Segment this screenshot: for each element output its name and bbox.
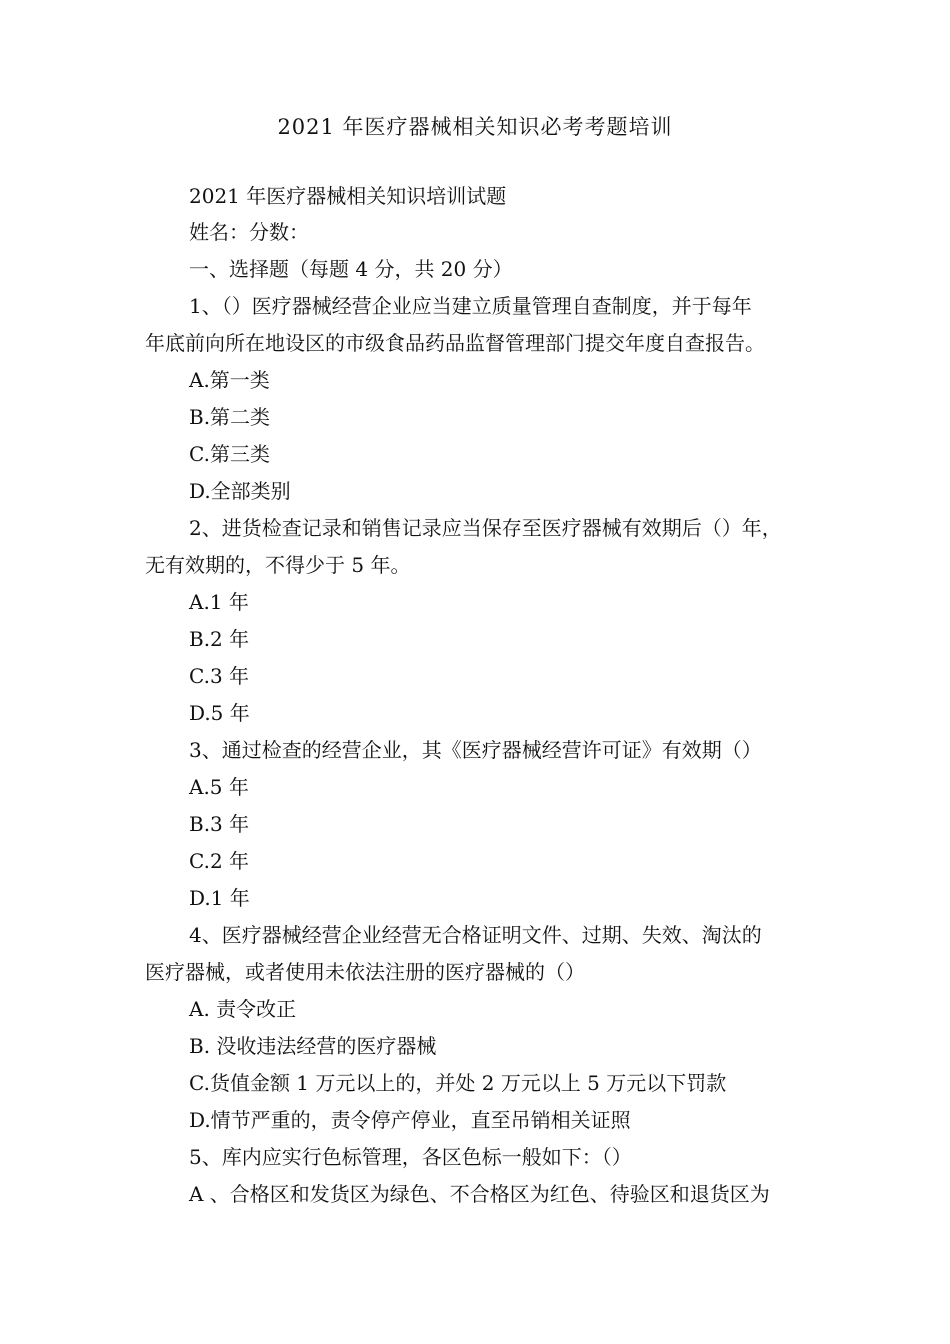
question-2-option-a: A.1 年 <box>189 590 249 614</box>
section-heading: 一、选择题（每题 4 分，共 20 分） <box>189 257 513 281</box>
question-2-option-b: B.2 年 <box>189 627 250 651</box>
question-1-option-a: A.第一类 <box>189 368 270 392</box>
question-5-text: 5、库内应实行色标管理，各区色标一般如下：（） <box>189 1145 632 1169</box>
question-2-option-d: D.5 年 <box>189 701 250 725</box>
question-4-option-b: B. 没收违法经营的医疗器械 <box>189 1034 437 1058</box>
question-3-option-a: A.5 年 <box>189 775 249 799</box>
question-2-text-cont: 无有效期的，不得少于 5 年。 <box>145 553 411 577</box>
question-4-option-d: D.情节严重的，责令停产停业，直至吊销相关证照 <box>189 1108 631 1132</box>
document-title: 2021 年医疗器械相关知识必考考题培训 <box>277 115 673 139</box>
question-2-text: 2、进货检查记录和销售记录应当保存至医疗器械有效期后（）年， <box>189 516 782 540</box>
question-1-option-d: D.全部类别 <box>189 479 291 503</box>
question-3-option-b: B.3 年 <box>189 812 250 836</box>
question-5-option-a: A 、合格区和发货区为绿色、不合格区为红色、待验区和退货区为 <box>189 1182 770 1206</box>
question-4-text-cont: 医疗器械，或者使用未依法注册的医疗器械的（） <box>145 960 585 984</box>
exam-subtitle: 2021 年医疗器械相关知识培训试题 <box>189 184 507 208</box>
question-1-text: 1、（）医疗器械经营企业应当建立质量管理自查制度，并于每年 <box>189 294 752 318</box>
question-4-text: 4、医疗器械经营企业经营无合格证明文件、过期、失效、淘汰的 <box>189 923 762 947</box>
question-4-option-c: C.货值金额 1 万元以上的，并处 2 万元以上 5 万元以下罚款 <box>189 1071 727 1095</box>
question-1-option-b: B.第二类 <box>189 405 271 429</box>
question-4-option-a: A. 责令改正 <box>189 997 297 1021</box>
question-1-text-cont: 年底前向所在地设区的市级食品药品监督管理部门提交年度自查报告。 <box>145 331 765 355</box>
name-score-line: 姓名：分数： <box>189 220 309 244</box>
question-2-option-c: C.3 年 <box>189 664 250 688</box>
question-3-text: 3、通过检查的经营企业，其《医疗器械经营许可证》有效期（） <box>189 738 762 762</box>
question-3-option-d: D.1 年 <box>189 886 250 910</box>
question-1-option-c: C.第三类 <box>189 442 270 466</box>
question-3-option-c: C.2 年 <box>189 849 250 873</box>
